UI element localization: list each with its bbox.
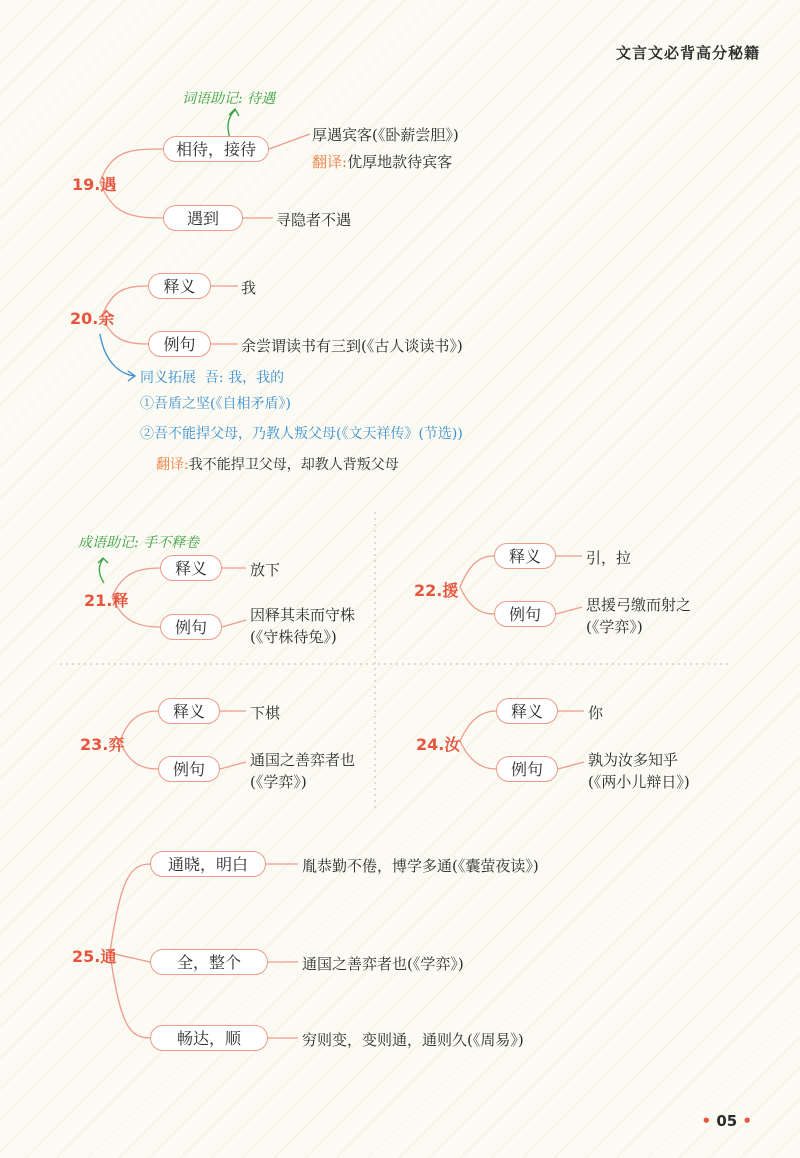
sense-label: 遇到 <box>163 205 243 231</box>
sense-label: 全，整个 <box>150 949 268 975</box>
headword: 24.汝 <box>416 735 461 754</box>
headword: 21.释 <box>84 591 129 610</box>
meaning-text: 引，拉 <box>586 549 632 567</box>
translation <box>156 454 399 474</box>
headword: 23.弈 <box>80 735 125 754</box>
memory-note: 成语助记: 手不释卷 <box>78 535 200 551</box>
label-meaning: 释义 <box>148 273 211 299</box>
label-meaning: 释义 <box>158 698 220 724</box>
extension-item: ①吾盾之坚(《自相矛盾》) <box>140 396 291 412</box>
translation <box>312 151 452 172</box>
label-example: 例句 <box>158 756 220 782</box>
label-example: 例句 <box>494 601 556 627</box>
headword: 25.通 <box>72 947 117 966</box>
translation-label: 翻译: <box>156 457 189 473</box>
example-sentence: 寻隐者不遇 <box>276 211 352 229</box>
label-meaning: 释义 <box>496 698 558 724</box>
extension-item: ②吾不能捍父母，乃教人叛父母(《文天祥传》(节选)) <box>140 426 463 442</box>
example-line: 思援弓缴而射之 <box>586 596 692 614</box>
sense-label: 通晓，明白 <box>150 851 266 877</box>
label-example: 例句 <box>160 614 222 640</box>
header-title: 文言文必背高分秘籍 <box>615 44 760 62</box>
extension-title: 同义拓展 <box>140 370 196 386</box>
meaning-text: 放下 <box>250 561 281 579</box>
example-sentence <box>588 749 690 793</box>
headword: 22.援 <box>414 581 459 600</box>
example-line: 通国之善弈者也 <box>250 751 356 769</box>
headword: 20.余 <box>70 309 115 328</box>
example-source: (《两小儿辩日》) <box>588 773 690 791</box>
label-example: 例句 <box>496 756 558 782</box>
sense-label: 畅达，顺 <box>150 1025 268 1051</box>
example-sentence: 厚遇宾客(《卧薪尝胆》) <box>312 126 459 144</box>
label-meaning: 释义 <box>160 555 222 581</box>
example-line: 孰为汝多知乎 <box>588 751 679 769</box>
meaning-text: 下棋 <box>250 704 281 722</box>
translation-text: 我不能捍卫父母，却教人背叛父母 <box>188 457 399 473</box>
label-meaning: 释义 <box>494 543 556 569</box>
example-sentence: 胤恭勤不倦，博学多通(《囊萤夜读》) <box>302 857 539 875</box>
sense-label: 相待，接待 <box>163 136 269 162</box>
headword: 19.遇 <box>72 175 117 194</box>
example-sentence <box>250 604 355 648</box>
label-example: 例句 <box>148 331 211 357</box>
translation-text: 优厚地款待宾客 <box>347 153 453 171</box>
memory-note: 词语助记: 待遇 <box>182 91 276 107</box>
extension-words: 吾: 我，我的 <box>204 370 285 386</box>
example-sentence <box>586 594 691 638</box>
page-number: • 05 • <box>701 1112 752 1130</box>
page-number-value: 05 <box>716 1112 738 1130</box>
example-sentence: 通国之善弈者也(《学弈》) <box>302 955 464 973</box>
example-line: 因释其耒而守株 <box>250 606 356 624</box>
translation-label: 翻译: <box>312 153 348 171</box>
example-source: (《学弈》) <box>250 773 307 791</box>
synonym-extension-title <box>140 367 284 387</box>
example-sentence <box>250 749 355 793</box>
meaning-text: 我 <box>241 279 257 297</box>
example-source: (《学弈》) <box>586 618 643 636</box>
example-sentence: 余尝谓读书有三到(《古人谈读书》) <box>241 337 463 355</box>
meaning-text: 你 <box>588 704 604 722</box>
example-sentence: 穷则变，变则通，通则久(《周易》) <box>302 1031 524 1049</box>
example-source: (《守株待兔》) <box>250 628 337 646</box>
